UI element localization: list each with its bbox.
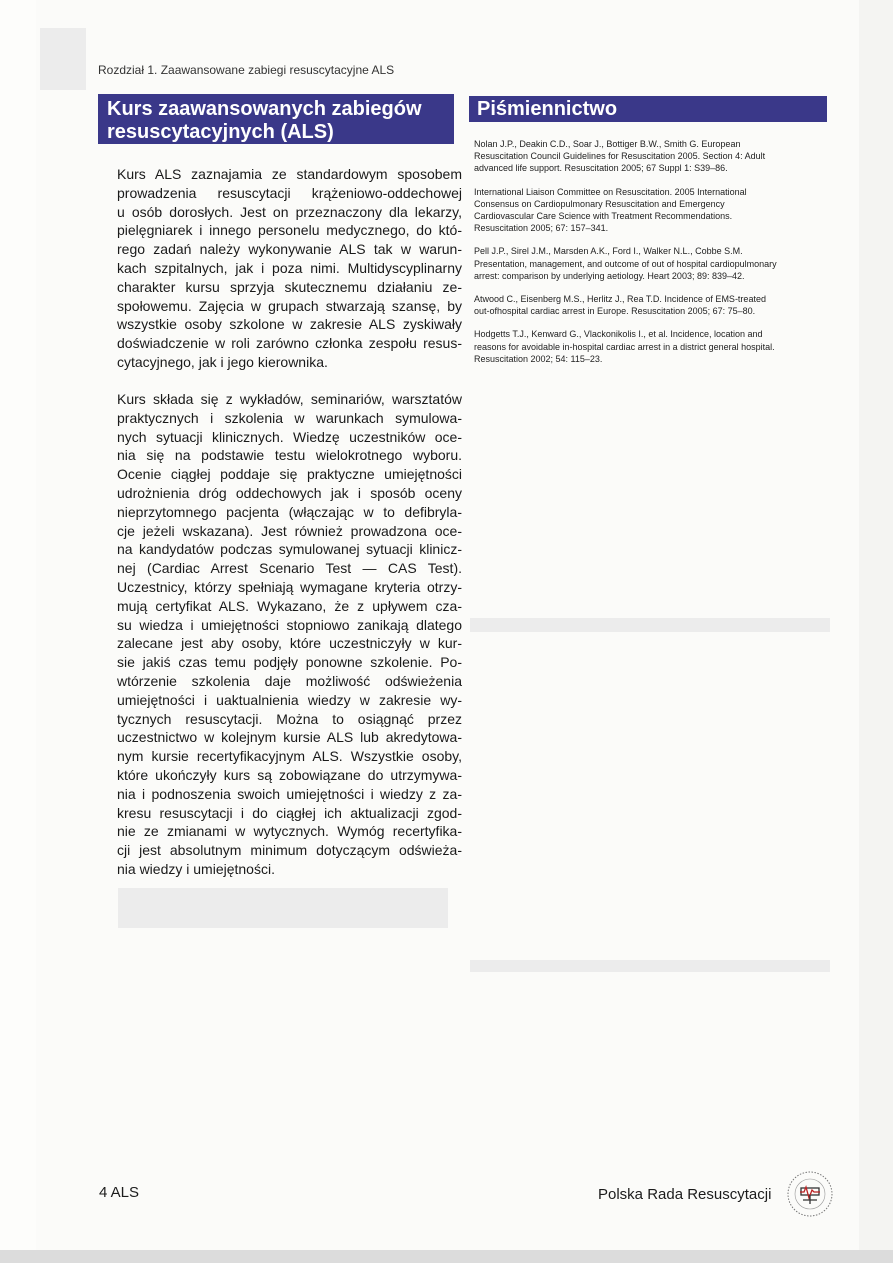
reference-line: Nolan J.P., Deakin C.D., Soar J., Bottiger B.W., Smith G. European <box>474 139 741 149</box>
reference-line: out-ofhospital cardiac arrest in Europe. Resuscitation 2005; 67: 75–80. <box>474 306 756 317</box>
reference-line: Resuscitation 2002; 54: 115–23. <box>474 353 603 364</box>
text-line: doświadczenie w roli zarówno członka zespołu resus- <box>117 335 462 352</box>
text-line: Uczestnicy, którzy spełniają wymagane kryteria otrzy- <box>117 578 462 595</box>
publisher-name: Polska Rada Resuscytacji <box>598 1186 772 1203</box>
text-line: nia się na podstawie testu wielokrotnego wyboru. <box>117 447 462 464</box>
text-line: prowadzenia resuscytacji krążeniowo-oddechowej <box>117 184 462 201</box>
chapter-header: Rozdział 1. Zaawansowane zabiegi resuscytacyjne ALS <box>98 63 395 77</box>
reference-item <box>474 245 832 282</box>
text-line: sie jakiś czas temu podjęły ponowne szkolenie. Po- <box>117 654 462 671</box>
page-number: 4 ALS <box>99 1184 140 1201</box>
reference-item <box>474 186 832 235</box>
reference-line: Resuscitation 2005; 67: 157–341. <box>474 223 609 234</box>
reference-line: Presentation, management, and outcome of out of hospital cardiopulmonary <box>474 258 777 269</box>
reference-line: Cardiovascular Care Science with Treatment Recommendations. <box>474 211 733 222</box>
reference-line: Pell J.P., Sirel J.M., Marsden A.K., Ford I., Walker N.L., Cobbe S.M. <box>474 246 743 257</box>
text-line: wtórzenie szkolenia daje możliwość odświeżenia <box>117 672 462 689</box>
text-line: cji jest absolutnym minimum dotyczącym odświeża- <box>117 842 462 859</box>
text-line: nia wiedzy i umiejętności. <box>117 860 275 877</box>
page-edge-bottom <box>0 1250 893 1263</box>
body-paragraph-2 <box>117 390 462 879</box>
text-line: kach szpitalnych, jak i poza nimi. Multidyscyplinarny <box>117 259 462 276</box>
reference-line: arrest: comparison by underlying aetiology. Heart 2003; 89: 839–42. <box>474 270 745 281</box>
reference-line: Hodgetts T.J., Kenward G., Vlackonikolis I., et al. Incidence, location and <box>474 329 763 340</box>
show-through-box <box>470 960 830 972</box>
text-line: na kandydatów podczas symulowanej sytuacji klinicz- <box>117 541 462 558</box>
text-line: uczestnictwo w kolejnym kursie ALS lub akredytowa- <box>117 729 462 746</box>
text-line: praktycznych i szkolenia w warunkach symulowa- <box>117 409 462 426</box>
text-line: tycznych resuscytacji. Można to osiągnąć przez <box>117 710 462 727</box>
section-title-line: Kurs zaawansowanych zabiegów <box>107 98 422 120</box>
text-line: nej (Cardiac Arrest Scenario Test — CAS Test). <box>117 560 462 577</box>
prr-logo-icon <box>786 1170 834 1218</box>
reference-list <box>474 138 832 376</box>
text-line: cytacyjnego, jak i jego kierownika. <box>117 353 328 370</box>
reference-line: International Liaison Committee on Resuscitation. 2005 International <box>474 186 747 197</box>
text-line: zalecane jest aby osoby, które uczestniczyły w kur- <box>117 635 462 652</box>
reference-item <box>474 293 832 317</box>
text-line: nych sytuacji klinicznych. Wiedzę uczestników oce- <box>117 428 462 445</box>
text-line: cje jeżeli wskazana). Jest również prowadzona oce- <box>117 522 462 539</box>
show-through-box <box>470 618 830 632</box>
text-line: rego zadań należy wykonywanie ALS tak w warun- <box>117 241 462 258</box>
text-line: pielęgniarek i innego personelu medycznego, do któ- <box>117 222 462 239</box>
chapter-tab-marker <box>40 28 86 90</box>
text-line: nym kursie recertyfikacyjnym ALS. Wszystkie osoby, <box>117 748 462 765</box>
text-line: charakter kursu sprzyja skutecznemu działaniu ze- <box>117 278 462 295</box>
section-title <box>98 94 454 144</box>
reference-line: Resuscitation Council Guidelines for Resuscitation 2005. Section 4: Adult <box>474 151 766 162</box>
text-line: u osób dorosłych. Jest on przeznaczony dla lekarzy, <box>117 203 462 220</box>
body-paragraph-1 <box>117 165 462 372</box>
text-line: nie ze zmianami w wytycznych. Wymóg recertyfika- <box>117 823 462 840</box>
text-line: udrożnienia dróg oddechowych jak i sposób oceny <box>117 484 462 501</box>
reference-line: Consensus on Cardiopulmonary Resuscitation and Emergency <box>474 198 725 209</box>
reference-line: advanced life support. Resuscitation 2005; 67 Suppl 1: S39–86. <box>474 163 728 174</box>
reference-line: reasons for avoidable in-hospital cardiac arrest in a district general hospital. <box>474 341 775 352</box>
show-through-box <box>118 888 448 928</box>
text-line: które ukończyły kurs są zobowiązane do utrzymywa- <box>117 766 462 783</box>
references-heading: Piśmiennictwo <box>469 96 827 122</box>
text-line: społowemu. Zajęcia w grupach stwarzają szansę, by <box>117 297 462 314</box>
text-line: nieprzytomnego pacjenta (włączając w to defibryla- <box>117 503 462 520</box>
text-line: umiejętności i uaktualnienia wiedzy w zakresie wy- <box>117 691 462 708</box>
section-title-line: resuscytacyjnych (ALS) <box>107 121 334 143</box>
text-line: nia i podnoszenia swoich umiejętności i wiedzy z za- <box>117 785 462 802</box>
page-edge-right <box>859 0 893 1263</box>
text-line: wszystkie osoby szkolone w zakresie ALS zyskiwały <box>117 316 462 333</box>
text-line: mują certyfikat ALS. Wykazano, że z upływem cza- <box>117 597 462 614</box>
text-line: Kurs składa się z wykładów, seminariów, warsztatów <box>117 391 462 407</box>
reference-item <box>474 138 832 175</box>
reference-line: Atwood C., Eisenberg M.S., Herlitz J., Rea T.D. Incidence of EMS-treated <box>474 294 766 305</box>
text-line: Kurs ALS zaznajamia ze standardowym sposobem <box>117 166 462 182</box>
text-line: Ocenie ciągłej poddaje się praktyczne umiejętności <box>117 466 462 483</box>
text-line: su wiedza i umiejętności stopniowo zanikają dlatego <box>117 616 462 633</box>
reference-item <box>474 328 832 365</box>
text-line: kresu resuscytacji i do ciągłej ich aktualizacji zgod- <box>117 804 462 821</box>
